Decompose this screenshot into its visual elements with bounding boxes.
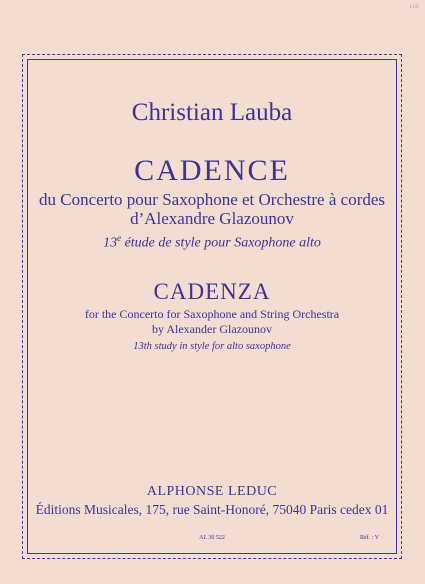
publisher-name: ALPHONSE LEDUC (146, 484, 278, 499)
composer-name: Christian Lauba (131, 99, 293, 126)
study-number: 13 (103, 235, 118, 251)
french-title: CADENCE (134, 154, 290, 187)
english-subtitle-line1: for the Concerto for Saxophone and String Orchestra (84, 307, 340, 321)
corner-mark: Lbk (409, 4, 419, 10)
english-study-line: 13th study in style for alto saxophone (133, 341, 291, 352)
french-subtitle-line2: d’Alexandre Glazounov (130, 209, 294, 228)
study-superscript: e (117, 233, 122, 243)
study-text: étude de style pour Saxophone alto (121, 235, 321, 251)
french-study-line (27, 233, 397, 252)
english-subtitle-line2: by Alexander Glazounov (152, 322, 272, 336)
publisher-address: Éditions Musicales, 175, rue Saint-Honoré, 75040 Paris cedex 01 (35, 502, 389, 517)
french-subtitle-line1: du Concerto pour Saxophone et Orchestre à cordes (38, 190, 386, 209)
reference-code: Réf. : V (360, 535, 380, 541)
plate-number: AL 30 522 (199, 535, 225, 541)
english-title: CADENZA (153, 279, 271, 304)
